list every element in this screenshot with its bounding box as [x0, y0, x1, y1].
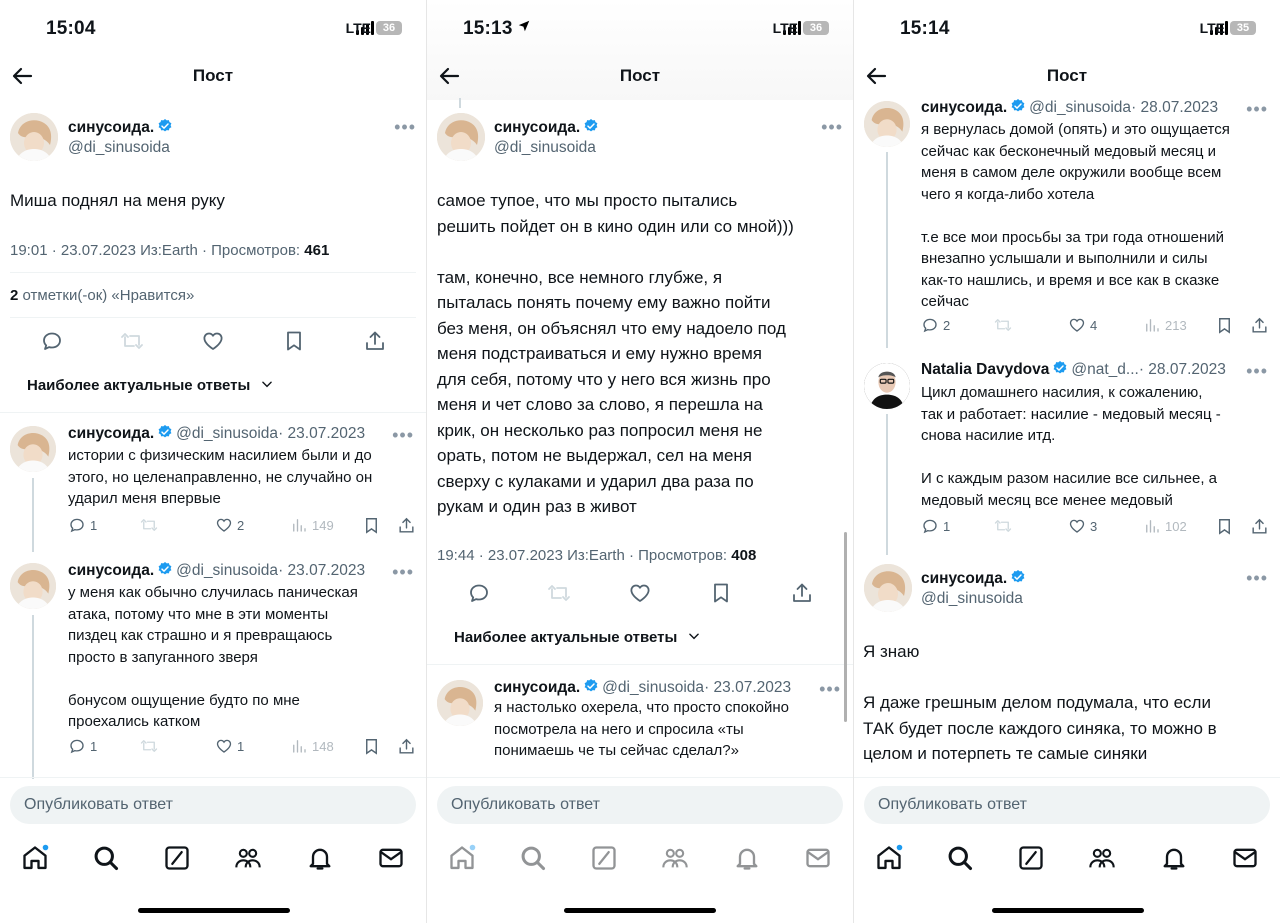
- notifications-icon[interactable]: [733, 844, 761, 872]
- notifications-icon[interactable]: [306, 844, 334, 872]
- share-icon[interactable]: [1250, 517, 1269, 536]
- screen-3: [854, 0, 1280, 923]
- home-indicator: [992, 908, 1144, 913]
- reply-icon: [921, 316, 939, 334]
- reply-text: Цикл домашнего насилия, к сожалению, так и работает: насилие - медовый месяц - снова насилие итд. И с каждым разом насилие все сильнее, а медовый месяц все менее медовый: [921, 384, 1221, 509]
- reply-item[interactable]: [854, 98, 1280, 348]
- post-meta-info: 19:44 · 23.07.2023 Из:Earth · Просмотров:: [437, 547, 732, 564]
- views-count: 149: [312, 517, 334, 533]
- reply-action-retweet: [994, 517, 1012, 535]
- bookmark-icon[interactable]: [1215, 517, 1234, 536]
- tab-bar: [427, 830, 853, 888]
- heart-icon[interactable]: [628, 581, 652, 605]
- relevant-label: Наиболее актуальные ответы: [454, 629, 678, 646]
- verified-badge-icon: [1052, 360, 1068, 376]
- post-text: самое тупое, что мы просто пытались решить пойдет он в кино один или со мной))) там, конечно, все немного глубже, я пыталась понять почему ему важно пойти без меня, он объяснял что ему надоело под меня подстраиваться и ему нужно время для себя, потому что у него вся жизнь про меня и чет слово за слово, я перешла на крик, он несколько раз попросил меня не орать, потом не выдержал, сел на меня сверху с кулаками и ударил два раза по рукам и один раз в живот: [437, 191, 794, 516]
- location-arrow-icon: [517, 19, 531, 33]
- relevant-label: Наиболее актуальные ответы: [27, 377, 251, 394]
- like-count: 3: [1090, 518, 1098, 534]
- divider: [0, 777, 426, 778]
- divider: [427, 664, 853, 665]
- post-actions: [427, 581, 853, 609]
- search-icon[interactable]: [946, 844, 974, 872]
- home-indicator: [564, 908, 716, 913]
- reply-action-retweet: [140, 737, 158, 755]
- reply-action-views[interactable]: [1143, 316, 1187, 334]
- home-indicator: [138, 908, 290, 913]
- screen-1: [0, 0, 426, 923]
- communities-icon[interactable]: [1088, 844, 1116, 872]
- likes-label: отметки(-ок) «Нравится»: [18, 287, 195, 304]
- views-count: 102: [1165, 518, 1187, 534]
- grok-icon[interactable]: [163, 844, 191, 872]
- reply-icon: [921, 517, 939, 535]
- reply-composer-input[interactable]: Опубликовать ответ: [437, 786, 843, 824]
- reply-author[interactable]: синусоида.: [68, 562, 155, 579]
- relevant-replies-toggle[interactable]: [27, 377, 274, 394]
- tab-bar: [0, 830, 426, 888]
- views-icon: [1143, 517, 1161, 535]
- reply-text: у меня как обычно случилась паническая атака, потому что мне в эти моменты пиздец как страшно и я превращаюсь просто в запуганного зверя бонусом ощущение будто по мне проехались катком: [68, 584, 358, 730]
- grok-icon[interactable]: [590, 844, 618, 872]
- avatar[interactable]: [10, 563, 56, 609]
- reply-date: · 28.07.2023: [1138, 361, 1226, 378]
- avatar[interactable]: [10, 426, 56, 472]
- reply-action-reply[interactable]: [68, 737, 97, 755]
- page-title: Пост: [192, 66, 234, 85]
- reply-header: [68, 561, 365, 580]
- bookmark-icon[interactable]: [362, 516, 381, 535]
- more-icon[interactable]: •••: [1246, 568, 1268, 588]
- thread-line: [886, 152, 888, 348]
- reply-text: я вернулась домой (опять) и это ощущается сейчас как бесконечный медовый месяц и меня в самом деле окружили вообще всем чего я когда-либо хотела т.е все мои просьбы за три года отношений внезапно услышали и выполнили и силы как-то нашлись, и время и все как в сказке сейчас: [921, 121, 1230, 310]
- reply-action-views[interactable]: [290, 737, 334, 755]
- thread-line: [886, 414, 888, 555]
- divider: [10, 272, 416, 273]
- search-icon[interactable]: [92, 844, 120, 872]
- author-handle: @di_sinusoida: [921, 590, 1023, 607]
- reply-handle: @di_sinusoida: [176, 562, 279, 579]
- author-handle: @di_sinusoida: [68, 139, 170, 156]
- heart-icon[interactable]: [201, 329, 225, 353]
- retweet-icon: [140, 516, 158, 534]
- bookmark-icon[interactable]: [362, 737, 381, 756]
- reply-action-views[interactable]: [290, 516, 334, 534]
- status-time: 15:04: [46, 18, 96, 39]
- share-icon[interactable]: [790, 581, 814, 605]
- reply-date: · 28.07.2023: [1131, 99, 1219, 116]
- likes-count: 2: [10, 287, 19, 304]
- network-label: LTE: [1199, 20, 1225, 36]
- bookmark-icon[interactable]: [282, 329, 306, 353]
- reply-count: 1: [90, 517, 98, 533]
- battery-icon: 36: [376, 21, 402, 35]
- avatar[interactable]: [864, 101, 910, 147]
- home-icon[interactable]: [875, 844, 903, 872]
- reply-date: · 23.07.2023: [278, 425, 366, 442]
- reply-count: 2: [943, 317, 951, 333]
- avatar[interactable]: [437, 113, 485, 161]
- views-icon: [290, 516, 308, 534]
- more-icon[interactable]: •••: [392, 562, 414, 582]
- divider: [854, 777, 1280, 778]
- heart-icon: [1068, 517, 1086, 535]
- divider: [427, 777, 853, 778]
- verified-badge-icon: [157, 118, 173, 134]
- reply-item[interactable]: [427, 676, 853, 776]
- page-title: Пост: [619, 66, 661, 85]
- reply-action-views[interactable]: [1143, 517, 1187, 535]
- retweet-icon: [140, 737, 158, 755]
- likes-summary[interactable]: [10, 287, 194, 304]
- reply-action-like[interactable]: [215, 737, 244, 755]
- author-handle: @di_sinusoida: [494, 139, 596, 156]
- reply-date: · 23.07.2023: [704, 679, 792, 696]
- more-icon[interactable]: •••: [819, 679, 841, 699]
- reply-composer-input[interactable]: Опубликовать ответ: [864, 786, 1270, 824]
- messages-icon[interactable]: [377, 844, 405, 872]
- reply-date: · 23.07.2023: [278, 562, 366, 579]
- author-name[interactable]: синусоида.: [494, 119, 581, 136]
- reply-action-reply[interactable]: [921, 517, 950, 535]
- reply-handle: @di_sinusoida: [602, 679, 705, 696]
- reply-action-retweet: [140, 516, 158, 534]
- share-icon[interactable]: [397, 516, 416, 535]
- network-label: LTE: [345, 20, 371, 36]
- reply-header: [921, 98, 1218, 117]
- reply-handle: @nat_d...: [1071, 361, 1139, 378]
- heart-icon: [215, 516, 233, 534]
- share-icon[interactable]: [363, 329, 387, 353]
- header: [854, 58, 1280, 94]
- reply-composer-input[interactable]: Опубликовать ответ: [10, 786, 416, 824]
- status-bar: [854, 16, 1280, 42]
- post-text: Я знаю Я даже грешным делом подумала, что если ТАК будет после каждого синяка, то можно в целом и потерпеть те самые синяки: [863, 642, 1217, 763]
- reply-icon[interactable]: [467, 581, 491, 605]
- reply-action-like[interactable]: [1068, 517, 1097, 535]
- battery-icon: 36: [803, 21, 829, 35]
- reply-text: истории с физическим насилием были и до этого, но целенаправленно, не случайно он ударил меня впервые: [68, 447, 373, 507]
- more-icon[interactable]: •••: [821, 117, 843, 137]
- post-meta: [437, 547, 756, 564]
- more-icon[interactable]: •••: [1246, 99, 1268, 119]
- reply-item[interactable]: [854, 360, 1280, 555]
- grok-icon[interactable]: [1017, 844, 1045, 872]
- reply-action-reply[interactable]: [921, 316, 950, 334]
- reply-author[interactable]: синусоида.: [68, 425, 155, 442]
- reply-icon: [68, 516, 86, 534]
- page-title: Пост: [1046, 66, 1088, 85]
- reply-action-like[interactable]: [215, 516, 244, 534]
- post-meta-info: 19:01 · 23.07.2023 Из:Earth · Просмотров:: [10, 242, 305, 259]
- status-bar: [0, 16, 426, 42]
- reply-header: [68, 424, 365, 443]
- reply-author[interactable]: синусоида.: [494, 679, 581, 696]
- views-count: 408: [731, 547, 757, 564]
- reply-header: [921, 360, 1226, 379]
- home-icon[interactable]: [21, 844, 49, 872]
- post-actions: [0, 329, 426, 357]
- avatar[interactable]: [437, 680, 483, 726]
- header: [427, 58, 853, 94]
- tab-bar: [854, 830, 1280, 888]
- retweet-icon: [120, 329, 144, 353]
- more-icon[interactable]: •••: [394, 117, 416, 137]
- like-count: 2: [237, 517, 245, 533]
- retweet-icon: [994, 316, 1012, 334]
- avatar[interactable]: [10, 113, 58, 161]
- heart-icon: [1068, 316, 1086, 334]
- relevant-replies-toggle[interactable]: [454, 629, 701, 646]
- reply-icon: [68, 737, 86, 755]
- views-icon: [1143, 316, 1161, 334]
- bookmark-icon[interactable]: [709, 581, 733, 605]
- reply-action-retweet: [994, 316, 1012, 334]
- like-count: 1: [237, 738, 245, 754]
- status-bar: [427, 16, 853, 42]
- reply-item[interactable]: [0, 559, 426, 779]
- search-icon[interactable]: [519, 844, 547, 872]
- header: [0, 58, 426, 94]
- chevron-down-icon: [260, 377, 274, 391]
- verified-badge-icon: [157, 561, 173, 577]
- verified-badge-icon: [583, 118, 599, 134]
- views-icon: [290, 737, 308, 755]
- network-label: LTE: [772, 20, 798, 36]
- reply-author[interactable]: Natalia Davydova: [921, 361, 1050, 378]
- communities-icon[interactable]: [661, 844, 689, 872]
- battery-icon: 35: [1230, 21, 1256, 35]
- avatar[interactable]: [864, 363, 910, 409]
- retweet-icon: [994, 517, 1012, 535]
- post-meta: [10, 242, 329, 259]
- avatar[interactable]: [864, 564, 912, 612]
- chevron-down-icon: [687, 629, 701, 643]
- verified-badge-icon: [1010, 98, 1026, 114]
- messages-icon[interactable]: [804, 844, 832, 872]
- heart-icon: [215, 737, 233, 755]
- thread-line: [459, 98, 461, 108]
- author-name[interactable]: синусоида.: [68, 119, 155, 136]
- reply-count: 1: [943, 518, 951, 534]
- views-count: 461: [304, 242, 330, 259]
- messages-icon[interactable]: [1231, 844, 1259, 872]
- post-text: Миша поднял на меня руку: [10, 191, 225, 210]
- more-icon[interactable]: •••: [1246, 361, 1268, 381]
- author-name[interactable]: синусоида.: [921, 570, 1008, 587]
- verified-badge-icon: [1010, 569, 1026, 585]
- share-icon[interactable]: [1250, 316, 1269, 335]
- like-count: 4: [1090, 317, 1098, 333]
- reply-text: я настолько охерела, что просто спокойно посмотрела на него и спросила «ты понимаешь че ты сейчас сделал?»: [494, 699, 789, 759]
- more-icon[interactable]: •••: [392, 425, 414, 445]
- reply-action-reply[interactable]: [68, 516, 97, 534]
- home-icon[interactable]: [448, 844, 476, 872]
- reply-handle: @di_sinusoida: [176, 425, 279, 442]
- thread-line: [32, 478, 34, 552]
- verified-badge-icon: [583, 678, 599, 694]
- reply-author[interactable]: синусоида.: [921, 99, 1008, 116]
- communities-icon[interactable]: [234, 844, 262, 872]
- reply-action-like[interactable]: [1068, 316, 1097, 334]
- status-time-value: 15:13: [463, 18, 513, 39]
- thread-line: [32, 615, 34, 779]
- verified-badge-icon: [157, 424, 173, 440]
- reply-handle: @di_sinusoida: [1029, 99, 1132, 116]
- divider: [10, 317, 416, 318]
- screen-2: [427, 0, 853, 923]
- views-count: 213: [1165, 317, 1187, 333]
- bookmark-icon[interactable]: [1215, 316, 1234, 335]
- status-time: [463, 18, 531, 40]
- reply-icon[interactable]: [40, 329, 64, 353]
- status-time: 15:14: [900, 18, 950, 39]
- reply-count: 1: [90, 738, 98, 754]
- views-count: 148: [312, 738, 334, 754]
- notifications-icon[interactable]: [1160, 844, 1188, 872]
- divider: [0, 412, 426, 413]
- reply-header: [494, 678, 791, 697]
- share-icon[interactable]: [397, 737, 416, 756]
- reply-item[interactable]: [0, 422, 426, 552]
- retweet-icon: [547, 581, 571, 605]
